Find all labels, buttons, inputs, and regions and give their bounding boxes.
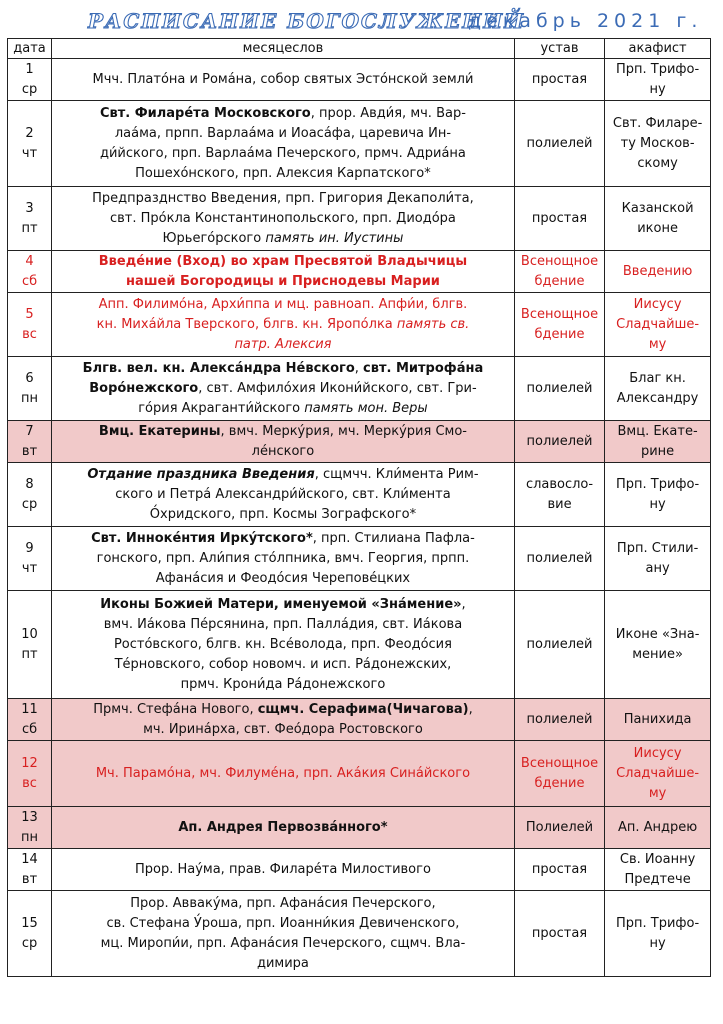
saints-cell [52, 421, 515, 463]
saints-text-segment: , прп. Стилиана Пафла- гонского, прп. Али́пия сто́лпника, вмч. Георгия, прпп. Афана́сия и Феодо́сия Черепове́цких [96, 530, 475, 586]
ustav-cell: Всенощное бдение [514, 741, 604, 807]
akafist-cell: Панихида [605, 699, 711, 741]
saints-text-segment: Свт. Филаре́та Московского [99, 105, 311, 121]
akafist-cell: Введению [605, 251, 711, 293]
ustav-cell: простая [514, 187, 604, 251]
month-label: декабрь 2021 г. [468, 10, 703, 32]
saints-text-segment: Прор. Аввaку́ма, прп. Афана́сия Печерского, св. Стефана У́роша, прп. Иоанни́кия Девиченского, мц. Миропи́и, прп. Афана́сия Печерского, сщмч. Вла- димира [100, 895, 466, 971]
date-cell: 1 ср [8, 59, 52, 101]
table-row [8, 741, 711, 807]
table-header-row [8, 39, 711, 59]
ustav-cell: полиелей [514, 699, 604, 741]
saints-text-segment: , свт. Амфило́хия Икони́йского, свт. Гри- го́рия Акраганти́йского [138, 380, 477, 416]
akafist-cell: Казанской иконе [605, 187, 711, 251]
ustav-cell: полиелей [514, 421, 604, 463]
date-cell: 10 пт [8, 591, 52, 699]
table-row [8, 187, 711, 251]
akafist-cell: Св. Иоанну Предтече [605, 849, 711, 891]
akafist-cell: Благ кн. Александру [605, 357, 711, 421]
table-row [8, 527, 711, 591]
saints-text-segment: , мч. Ирина́рха, свт. Фео́дора Ростовского [143, 701, 473, 737]
saints-text-segment: Вмц. Екатерины [98, 423, 221, 439]
saints-text-segment: Иконы Божией Матери, именуемой «Зна́мение» [100, 596, 462, 612]
saints-text-segment: Введе́ние (Вход) во храм Пресвятой Владычицы нашей Богородицы и Приснодевы Марии [98, 253, 468, 289]
akafist-cell: Свт. Филаре- ту Москов- скому [605, 101, 711, 187]
ustav-cell: славосло- вие [514, 463, 604, 527]
akafist-cell: Вмц. Екате- рине [605, 421, 711, 463]
saints-text-segment: , сщмчч. Кли́мента Рим- ского и Петра́ Александри́йского, свт. Кли́мента О́хридского, прп. Космы Зографского* [115, 466, 479, 522]
saints-text-segment: Апп. Филимо́на, Архи́ппа и мц. равноап. Апфи́и, блгв. кн. Миха́йла Тверского, блгв. кн. Яропо́лка [96, 296, 468, 332]
akafist-cell: Прп. Стили- ану [605, 527, 711, 591]
saints-text-segment: память ин. Иустины [265, 230, 404, 246]
saints-cell [52, 293, 515, 357]
saints-text-segment: Ап. Андрея Первозва́нного* [178, 819, 388, 835]
saints-cell [52, 849, 515, 891]
column-header-ustav: устав [514, 39, 604, 59]
column-header-date: дата [8, 39, 52, 59]
saints-text-segment: Свт. Инноке́нтия Ирку́тского* [91, 530, 313, 546]
akafist-cell: Иконе «Зна- мение» [605, 591, 711, 699]
table-row [8, 591, 711, 699]
schedule-rows [8, 59, 711, 977]
saints-cell [52, 463, 515, 527]
page-title: РАСПИСАНИЕ БОГОСЛУЖЕНИЙ [88, 9, 525, 33]
saints-cell [52, 591, 515, 699]
ustav-cell: простая [514, 59, 604, 101]
saints-text-segment: свт. Митрофа́на Воро́нежского [89, 360, 484, 396]
ustav-cell: простая [514, 891, 604, 977]
ustav-cell: Всенощное бдение [514, 251, 604, 293]
saints-cell [52, 891, 515, 977]
date-cell: 9 чт [8, 527, 52, 591]
saints-cell [52, 807, 515, 849]
saints-text-segment: Предпразднство Введения, прп. Григория Декаполи́та, свт. Про́кла Константинопольского, прп. Диодо́ра Юрьего́рского [92, 190, 474, 246]
saints-cell [52, 251, 515, 293]
date-cell: 14 вт [8, 849, 52, 891]
date-cell: 15 ср [8, 891, 52, 977]
schedule-table [7, 38, 711, 977]
ustav-cell: полиелей [514, 101, 604, 187]
saints-text-segment: , вмч. Мерку́рия, мч. Мерку́рия Смо- ле́нского [220, 423, 467, 459]
saints-text-segment: Мчч. Плато́на и Рома́на, собор святых Эсто́нской земли́ [92, 71, 474, 87]
ustav-cell: Всенощное бдение [514, 293, 604, 357]
column-header-akafist: акафист [605, 39, 711, 59]
table-row [8, 807, 711, 849]
ustav-cell: простая [514, 849, 604, 891]
akafist-cell: Иисусу Сладчайше- му [605, 741, 711, 807]
date-cell: 5 вс [8, 293, 52, 357]
table-row [8, 463, 711, 527]
date-cell: 3 пт [8, 187, 52, 251]
saints-text-segment: , прор. Авди́я, мч. Вар- лаа́ма, прпп. Варлаа́ма и Иоаса́фа, царевича Ин- ди́йского, прп. Варлаа́ма Печерского, прмч. Адриа́на Пошехо́нского, прп. Алексия Карпатского* [99, 105, 466, 181]
table-row [8, 101, 711, 187]
table-row [8, 421, 711, 463]
saints-text-segment: Блгв. вел. кн. Алекса́ндра Не́вского [82, 360, 355, 376]
saints-cell [52, 741, 515, 807]
column-header-saints: месяцеслов [52, 39, 515, 59]
date-cell: 8 ср [8, 463, 52, 527]
saints-text-segment: Мч. Парамо́на, мч. Филуме́на, прп. Ака́кия Сина́йского [95, 765, 471, 781]
table-row [8, 251, 711, 293]
saints-text-segment: Отдание праздника Введения [87, 466, 315, 482]
ustav-cell: полиелей [514, 357, 604, 421]
saints-cell [52, 699, 515, 741]
date-cell: 6 пн [8, 357, 52, 421]
table-row [8, 293, 711, 357]
date-cell: 4 сб [8, 251, 52, 293]
ustav-cell: полиелей [514, 591, 604, 699]
saints-cell [52, 59, 515, 101]
date-cell: 13 пн [8, 807, 52, 849]
table-row [8, 849, 711, 891]
table-row [8, 699, 711, 741]
saints-text-segment: Прмч. Стефа́на Нового, [93, 701, 258, 717]
saints-text-segment: , [354, 360, 364, 376]
akafist-cell: Ап. Андрею [605, 807, 711, 849]
saints-cell [52, 187, 515, 251]
table-row [8, 59, 711, 101]
ustav-cell: полиелей [514, 527, 604, 591]
saints-text-segment: Прор. Нау́ма, прав. Филаре́та Милостивого [134, 861, 431, 877]
akafist-cell: Иисусу Сладчайше- му [605, 293, 711, 357]
date-cell: 11 сб [8, 699, 52, 741]
akafist-cell: Прп. Трифо- ну [605, 59, 711, 101]
table-row [8, 891, 711, 977]
page-header [0, 0, 723, 38]
date-cell: 2 чт [8, 101, 52, 187]
saints-cell [52, 357, 515, 421]
akafist-cell: Прп. Трифо- ну [605, 891, 711, 977]
ustav-cell: Полиелей [514, 807, 604, 849]
saints-cell [52, 101, 515, 187]
date-cell: 12 вс [8, 741, 52, 807]
saints-text-segment: память мон. Веры [304, 400, 428, 416]
akafist-cell: Прп. Трифо- ну [605, 463, 711, 527]
table-row [8, 357, 711, 421]
saints-text-segment: , вмч. Иа́кова Пе́рсянина, прп. Палла́дия, свт. Иа́кова Росто́вского, блгв. кн. Все́волода, прп. Феодо́сия Те́рновского, собор новомч. и исп. Ра́донежских, прмч. Крони́да Ра́донежского [103, 596, 466, 692]
saints-text-segment: сщмч. Серафима(Чичагова) [257, 701, 469, 717]
date-cell: 7 вт [8, 421, 52, 463]
saints-cell [52, 527, 515, 591]
saints-text-segment: память св. патр. Алексия [234, 316, 470, 352]
